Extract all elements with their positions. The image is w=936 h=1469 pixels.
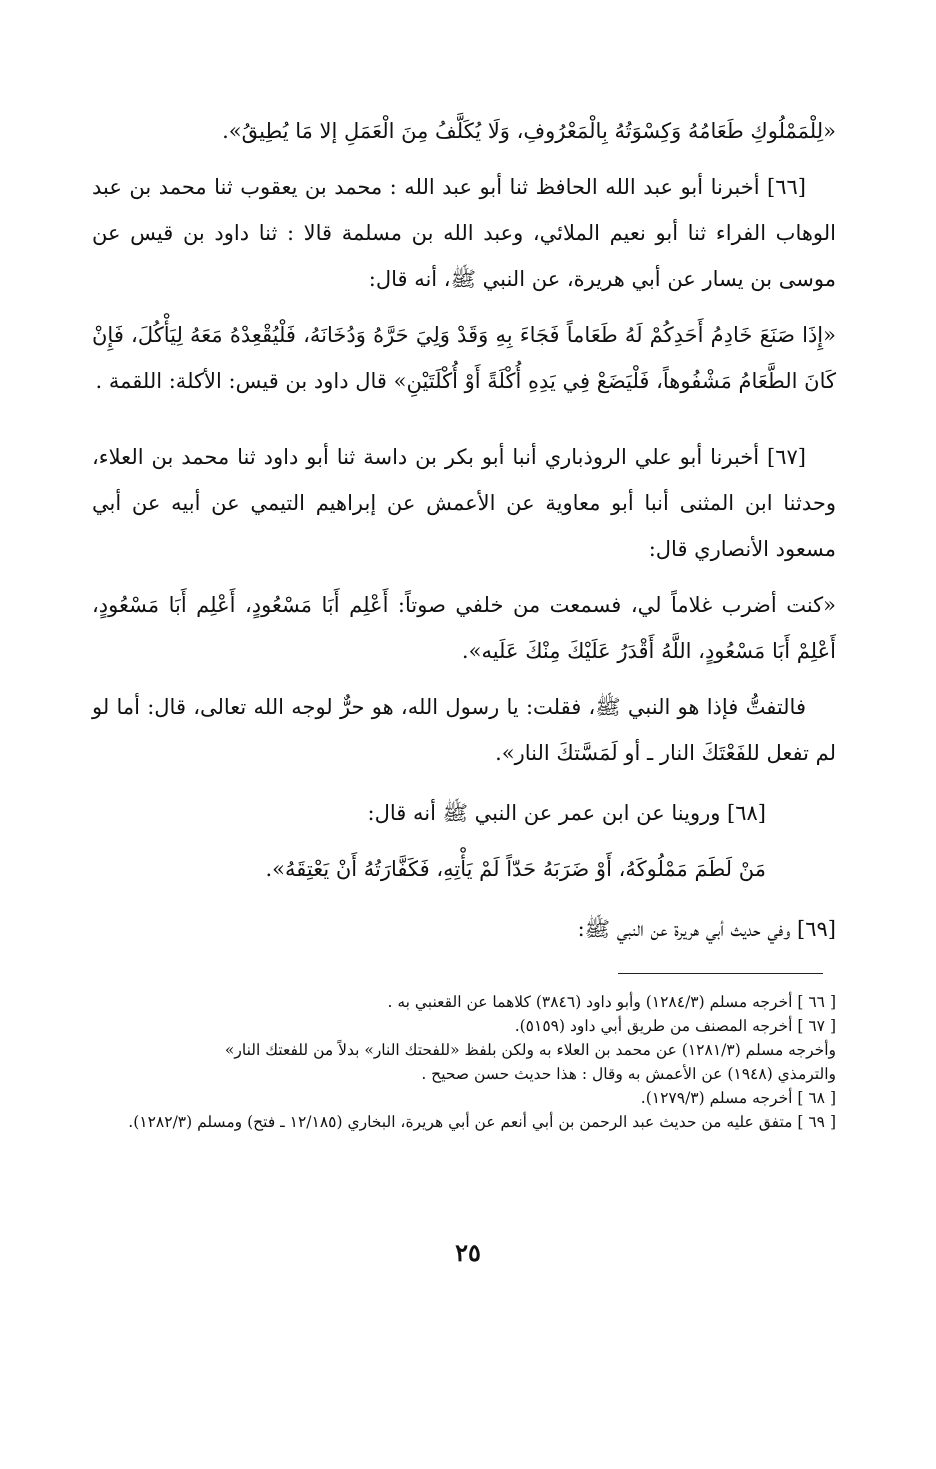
hadith-66-text: «إِذَا صَنَعَ خَادِمُ أَحَدِكُمْ لَهُ طَعَاماً فَجَاءَ بِهِ وَقَدْ وَلِيَ حَرَّهُ وَدُخَانَهُ، فَلْيُقْعِدْهُ مَعَهُ لِيَأْكُلَ، فَإِنْ كَانَ الطَّعَامُ مَشْفُوهاً، فَلْيَضَعْ فِي يَدِهِ أُكْلَةً أَوْ أُكْلَتَيْنِ» قال داود بن قيس: الأكلة: اللقمة . [92,323,836,393]
hadith-68-isnad: [٦٨] وروينا عن ابن عمر عن النبي ﷺ أنه قال: [367,801,766,825]
footnotes [92,990,836,1134]
hadith-68-text: مَنْ لَطَمَ مَمْلُوكَهُ، أَوْ ضَرَبَهُ حَدّاً لَمْ يَأْتِهِ، فَكَفَّارَتُهُ أَنْ يَعْتِقَهُ». [265,857,766,881]
footnote-66: [ ٦٦ ] أخرجه مسلم (١٢٨٤/٣) وأبو داود (٣٨٤٦) كلاهما عن القعنبي به . [387,993,836,1011]
hadith-66-isnad: [٦٦] أخبرنا أبو عبد الله الحافظ ثنا أبو عبد الله : محمد بن يعقوب ثنا محمد بن عبد الوهاب الفراء ثنا أبو نعيم الملائي، وعبد الله بن مسلمة قالا : ثنا داود بن قيس عن موسى بن يسار عن أبي هريرة، عن النبي ﷺ، أنه قال: [92,175,836,291]
page-number: ٢٥ [455,1238,481,1267]
hadith-67-text: «كنت أضرب غلاماً لي، فسمعت من خلفي صوتاً: أَعْلِم أَبَا مَسْعُودٍ، أَعْلِم أَبَا مَسْعُودٍ، أَعْلِمْ أَبَا مَسْعُودٍ، اللَّهُ أَقْدَرُ عَلَيْكَ مِنْكَ عَلَيه». [92,593,836,663]
footnote-68: [ ٦٨ ] أخرجه مسلم (١٢٧٩/٣). [640,1089,836,1107]
footnote-divider [618,973,823,974]
footnote-67-tirmidhi: والترمذي (١٩٤٨) عن الأعمش به وقال : هذا حديث حسن صحيح . [421,1065,836,1083]
hadith-69-isnad: [٦٩] وفي حديث أبي هريرة عن النبي ﷺ: [577,917,836,941]
hadith-67-continuation: فالتفتُّ فإذا هو النبي ﷺ، فقلت: يا رسول الله، هو حرٌّ لوجه الله تعالى، قال: أما لو لم تفعل للفَعْتَكَ النار ـ أو لَمَسَّتكَ النار». [92,695,836,765]
main-text [92,108,836,952]
footnote-67-cont: وأخرجه مسلم (١٢٨١/٣) عن محمد بن العلاء به ولكن بلفظ «للفحتك النار» بدلاً من للفعتك النار» [224,1041,836,1059]
hadith-67-isnad: [٦٧] أخبرنا أبو علي الروذباري أنبا أبو بكر بن داسة ثنا أبو داود ثنا محمد بن العلاء، وحدثنا ابن المثنى أنبا أبو معاوية عن الأعمش عن إبراهيم التيمي عن أبيه عن أبي مسعود الأنصاري قال: [92,445,836,561]
hadith-quote-65-end: «لِلْمَمْلُوكِ طَعَامُهُ وَكِسْوَتُهُ بِالْمَعْرُوفِ، وَلَا يُكَلَّفُ مِنَ الْعَمَلِ إلا مَا يُطِيقُ». [222,119,836,143]
footnote-69: [ ٦٩ ] متفق عليه من حديث عبد الرحمن بن أبي أنعم عن أبي هريرة، البخاري (١٢/١٨٥ ـ فتح) ومسلم (١٢٨٢/٣). [128,1113,836,1131]
footnote-67: [ ٦٧ ] أخرجه المصنف من طريق أبي داود (٥١٥٩). [514,1017,836,1035]
